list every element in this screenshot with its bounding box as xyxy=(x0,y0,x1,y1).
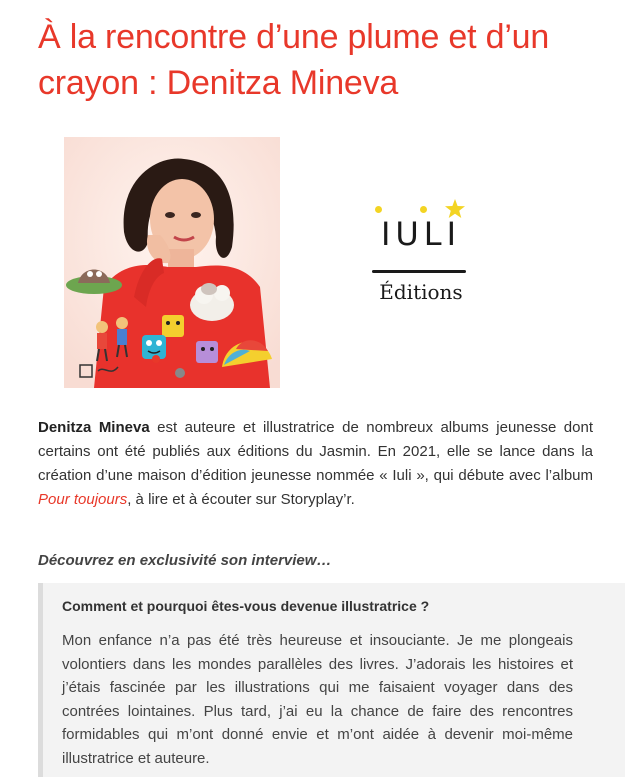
portrait-illustration xyxy=(64,137,280,388)
logo-dot xyxy=(375,206,382,213)
logo-dot xyxy=(420,206,427,213)
logo-underline xyxy=(372,270,466,273)
discover-heading: Découvrez en exclusivité son interview… xyxy=(38,552,332,569)
book-title-link[interactable]: Pour toujours xyxy=(38,491,128,508)
author-portrait-image xyxy=(64,137,280,388)
article-title: À la rencontre d’une plume et d’un crayon : Denitza Mineva xyxy=(38,18,550,102)
author-name: Denitza Mineva xyxy=(38,419,150,436)
interview-answer: Mon enfance n’a pas été très heureuse et insouciante. Je me plongeais volontiers dans les mondes parallèles des livres. J’adorais les histoires et j’étais fascinée par les illustrations qui me faisaient voyager dans des contrées lointaines. Plus tard, j’ai eu la chance de faire des rencontres formidables qui m’ont donné envie et m’ont aidée à devenir moi-même illustratrice et auteure. xyxy=(62,632,573,767)
intro-paragraph xyxy=(38,416,593,512)
intro-text-1: est auteure et illustratrice de nombreux albums jeunesse dont certains ont été publiés aux éditions du Jasmin. En 2021, elle se lance dans la création d’une maison d’édition jeunesse nommée « Iuli », qui débute avec l’album xyxy=(38,419,593,484)
iuli-editions-logo xyxy=(366,196,476,316)
interview-question: Comment et pourquoi êtes-vous devenue illustratrice ? xyxy=(62,598,430,614)
intro-text-2: , à lire et à écouter sur Storyplay’r. xyxy=(127,491,355,508)
logo-name: IULI xyxy=(380,215,462,253)
logo-subtitle: Éditions xyxy=(379,280,463,304)
